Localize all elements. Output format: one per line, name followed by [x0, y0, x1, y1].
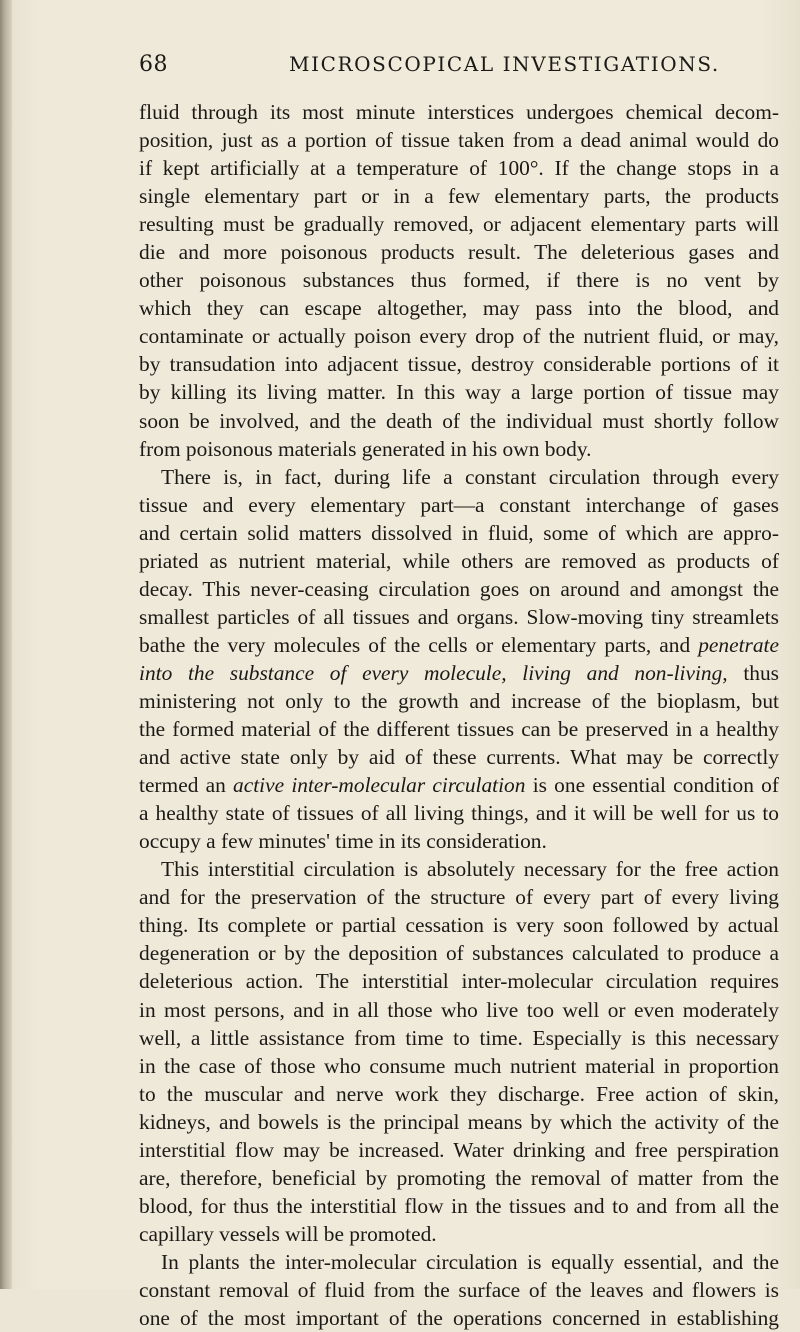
text-segment: termed an: [139, 773, 226, 798]
text-line: position, just as a portion of tissue taken from a dead animal would do: [139, 128, 779, 153]
text-line: priated as nutrient material, while others are removed as products of: [139, 548, 779, 573]
text-line: and active state only by aid of these currents. What may be correctly: [139, 745, 779, 770]
running-title: MICROSCOPICAL INVESTIGATIONS.: [289, 52, 720, 76]
text-line: contaminate or actually poison every drop of the nutrient fluid, or may,: [139, 324, 779, 349]
text-line: the formed material of the different tissues can be preserved in a healthy: [139, 717, 779, 742]
text-segment: bathe the very molecules of the cells or elementary parts, and: [139, 632, 691, 657]
text-line: occupy a few minutes' time in its consideration.: [139, 829, 547, 854]
italic-phrase: into the substance of every molecule, living and non-living,: [139, 660, 728, 685]
body-text: [139, 98, 779, 1332]
text-line: resulting must be gradually removed, or adjacent elementary parts will: [139, 212, 779, 237]
italic-phrase: active inter-molecular circulation: [233, 773, 526, 798]
text-line: which they can escape altogether, may pass into the blood, and: [139, 296, 779, 321]
text-line: degeneration or by the deposition of substances calculated to produce a: [139, 941, 779, 966]
text-line: tissue and every elementary part—a constant interchange of gases: [139, 492, 779, 517]
text-line: kidneys, and bowels is the principal means by which the activity of the: [139, 1109, 779, 1134]
text-line: [139, 659, 779, 687]
text-line: blood, for thus the interstitial flow in the tissues and to and from all the: [139, 1193, 779, 1218]
text-line: a healthy state of tissues of all living things, and it will be well for us to: [139, 801, 779, 826]
text-line: to the muscular and nerve work they discharge. Free action of skin,: [139, 1081, 779, 1106]
text-line: soon be involved, and the death of the individual must shortly follow: [139, 408, 779, 433]
text-line: in most persons, and in all those who live too well or even moderately: [139, 997, 779, 1022]
running-head: [139, 52, 779, 82]
text-line: are, therefore, beneficial by promoting the removal of matter from the: [139, 1165, 779, 1190]
text-line: smallest particles of all tissues and organs. Slow-moving tiny streamlets: [139, 604, 779, 629]
text-line: In plants the inter-molecular circulation is equally essential, and the: [161, 1249, 779, 1274]
text-line: one of the most important of the operations concerned in establishing: [139, 1306, 779, 1331]
text-line: die and more poisonous products result. The deleterious gases and: [139, 240, 779, 265]
text-line: ministering not only to the growth and increase of the bioplasm, but: [139, 688, 779, 713]
text-line: in the case of those who consume much nutrient material in proportion: [139, 1053, 779, 1078]
text-line: and certain solid matters dissolved in fluid, some of which are appro-: [139, 520, 779, 545]
binding-gutter: [0, 0, 12, 1289]
text-line: and for the preservation of the structure of every part of every living: [139, 885, 779, 910]
text-line: single elementary part or in a few elementary parts, the products: [139, 184, 779, 209]
text-segment: thus: [727, 660, 779, 685]
text-line: from poisonous materials generated in his own body.: [139, 436, 592, 461]
page-number: 68: [139, 52, 168, 77]
text-line: other poisonous substances thus formed, if there is no vent by: [139, 268, 779, 293]
text-segment: is one essential condition of: [532, 773, 779, 798]
text-line: by killing its living matter. In this way a large portion of tissue may: [139, 380, 779, 405]
text-line: thing. Its complete or partial cessation is very soon followed by actual: [139, 913, 779, 938]
text-line: if kept artificially at a temperature of 100°. If the change stops in a: [139, 156, 779, 181]
text-line: fluid through its most minute interstices undergoes chemical decom-: [139, 100, 779, 124]
text-line: constant removal of fluid from the surface of the leaves and flowers is: [139, 1277, 779, 1302]
text-line: There is, in fact, during life a constant circulation through every: [161, 464, 779, 489]
text-line: decay. This never-ceasing circulation goes on around and amongst the: [139, 576, 779, 601]
text-line: interstitial flow may be increased. Water drinking and free perspiration: [139, 1137, 779, 1162]
text-line: deleterious action. The interstitial inter-molecular circulation requires: [139, 969, 779, 994]
italic-phrase: penetrate: [698, 632, 779, 657]
text-line: [139, 631, 779, 659]
text-line: by transudation into adjacent tissue, destroy considerable portions of it: [139, 352, 779, 377]
text-line: [139, 771, 779, 799]
text-line: well, a little assistance from time to time. Especially is this necessary: [139, 1025, 779, 1050]
text-line: capillary vessels will be promoted.: [139, 1221, 437, 1246]
text-line: This interstitial circulation is absolutely necessary for the free action: [161, 857, 779, 882]
